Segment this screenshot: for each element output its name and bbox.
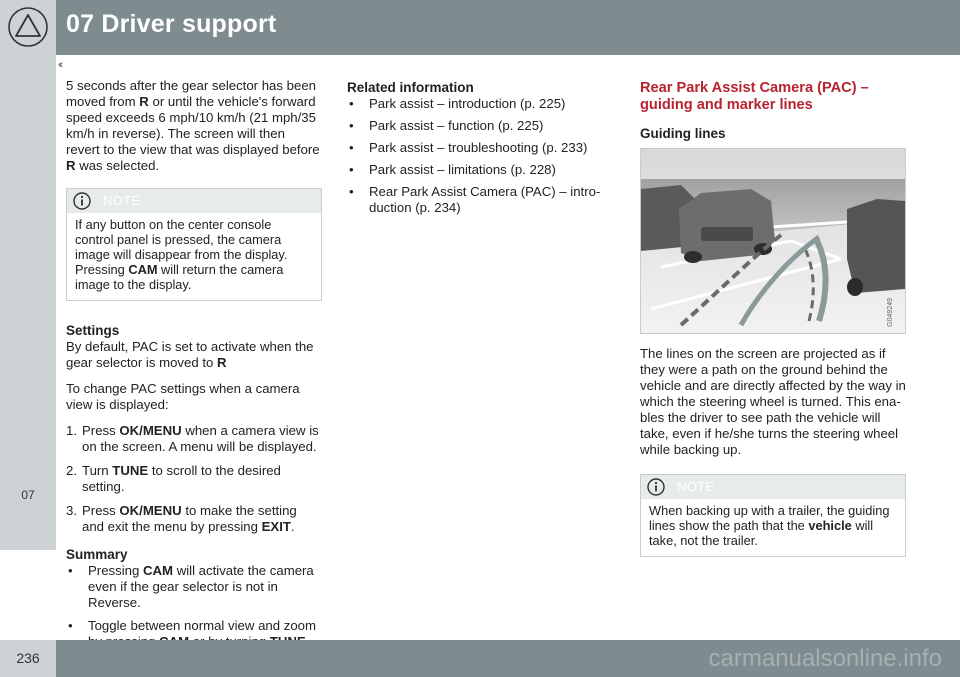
settings-heading: Settings	[66, 323, 120, 338]
column-3	[640, 80, 906, 579]
column-1	[66, 78, 322, 657]
chapter-title: 07 Driver support	[66, 10, 277, 38]
warning-triangle-icon	[6, 5, 50, 49]
note-text: If any button on the center console control panel is pressed, the camera image will disappear from the display. Pressing CAM will return the camera image to the display.	[75, 217, 288, 292]
related-link[interactable]: • Rear Park Assist Camera (PAC) – intro-duction (p. 234)	[349, 184, 601, 215]
previous-page-link[interactable]: ‹‹	[58, 59, 62, 71]
guiding-lines-heading: Guiding lines	[640, 126, 726, 141]
camera-view-illustration	[640, 148, 906, 334]
settings-paragraph-1: By default, PAC is set to activate when the gear selector is moved to R	[66, 339, 314, 370]
summary-list	[66, 563, 322, 650]
header-tab	[0, 0, 56, 55]
list-item: 2. Turn TUNE to scroll to the desired setting.	[66, 463, 281, 494]
figure-code: G049249	[887, 298, 894, 327]
page-number: 236	[16, 650, 40, 666]
chapter-side-tab	[0, 55, 56, 550]
related-link[interactable]: • Park assist – introduction (p. 225)	[349, 96, 566, 111]
intro-paragraph: 5 seconds after the gear selector has been moved from R or until the vehicle's forward speed exceeds 6 mph/10 km/h (21 mph/35 km/h in reverse). The screen will then revert to the view that was displayed before R was selected.	[66, 78, 320, 173]
list-item: • Pressing CAM will activate the camera even if the gear selector is not in Reverse.	[68, 563, 314, 610]
note-text: When backing up with a trailer, the guiding lines show the path that the vehicle will take, not the trailer.	[649, 503, 890, 548]
related-info-list	[347, 96, 605, 216]
info-icon	[73, 192, 91, 210]
section-heading: Rear Park Assist Camera (PAC) – guiding and marker lines	[640, 80, 869, 113]
related-link[interactable]: • Park assist – troubleshooting (p. 233)	[349, 140, 588, 155]
note-box	[66, 188, 322, 301]
list-item: 1. Press OK/MENU when a camera view is on the screen. A menu will be displayed.	[66, 423, 319, 454]
parking-camera-image	[641, 149, 905, 333]
related-link[interactable]: • Park assist – function (p. 225)	[349, 118, 544, 133]
settings-steps	[66, 423, 322, 535]
note-label: NOTE	[103, 193, 141, 208]
watermark: carmanualsonline.info	[708, 645, 942, 672]
column-2	[347, 80, 605, 222]
note-header	[641, 475, 905, 499]
note-label: NOTE	[677, 479, 715, 494]
list-item: 3. Press OK/MENU to make the setting and exit the menu by pressing EXIT.	[66, 503, 297, 534]
note-box	[640, 474, 906, 557]
summary-heading: Summary	[66, 547, 128, 562]
settings-paragraph-2: To change PAC settings when a camera view is displayed:	[66, 381, 300, 412]
chapter-number: 07	[21, 488, 35, 502]
related-info-heading: Related information	[347, 80, 474, 95]
note-header	[67, 189, 321, 213]
info-icon	[647, 478, 665, 496]
guiding-lines-text: The lines on the screen are projected as if they were a path on the ground behind the vehicle and are directly affected by the way in which the steering wheel is turned. This ena-bles the driver to see path the vehicle will take, even if he/she turns the steering wheel while backing up.	[640, 346, 906, 457]
list-item: • Toggle between normal view and zoom	[68, 618, 316, 633]
related-link[interactable]: • Park assist – limitations (p. 228)	[349, 162, 556, 177]
